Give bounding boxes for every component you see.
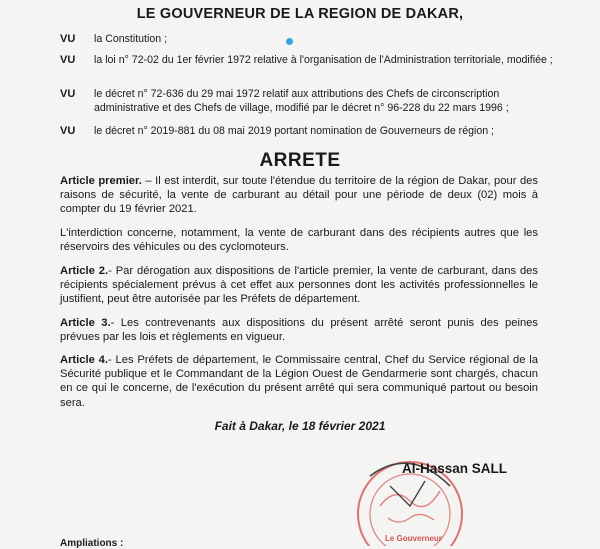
article-text: – Il est interdit, sur toute l'étendue du territoire de la région de Dakar, pour des raisons de sécurité, la vente de carburant au détail pour une période de deux (02) mois à compter du 19 février 2021. — [60, 175, 538, 216]
article-text: - Les contrevenants aux dispositions du présent arrêté seront punis des peines prévues par les lois et règlements en vigueur. — [60, 317, 538, 344]
article-lead: Article 4. — [60, 354, 108, 366]
article-lead: Article 3. — [60, 317, 111, 329]
place-date: Fait à Dakar, le 18 février 2021 — [214, 419, 386, 433]
visa-text: la Constitution ; — [94, 33, 168, 45]
visa-text: le décret n° 2019-881 du 08 mai 2019 portant nomination de Gouverneurs de région ; — [94, 125, 495, 137]
article-premier — [60, 174, 538, 217]
arrete-heading: ARRETE — [259, 150, 341, 171]
article-2 — [60, 264, 538, 307]
visa-loi — [60, 53, 560, 67]
visa-text: la loi n° 72-02 du 1er février 1972 relative à l'organisation de l'Administration territoriale, modifiée ; — [94, 54, 553, 66]
visa-decret-2019 — [60, 124, 560, 138]
visa-label: VU — [60, 33, 76, 45]
visa-constitution — [60, 32, 560, 46]
article-lead: Article 2. — [60, 265, 109, 277]
blue-dot-mark — [286, 38, 293, 45]
article-premier-paragraph-2 — [60, 226, 538, 254]
visa-label: VU — [60, 54, 76, 66]
article-text: L'interdiction concerne, notamment, la vente de carburant dans des récipients autres que les réservoirs des véhicules ou des cyclomoteurs. — [60, 227, 538, 254]
visa-decret-1972 — [60, 87, 560, 115]
document-header: LE GOUVERNEUR DE LA REGION DE DAKAR, — [136, 6, 464, 22]
article-lead: Article premier. — [60, 175, 142, 187]
visa-text: le décret n° 72-636 du 29 mai 1972 relatif aux attributions des Chefs de circonscription administrative et des Chefs de village, modifié par le décret n° 96-228 du 22 mars 1996 ; — [94, 88, 509, 114]
article-4 — [60, 353, 538, 410]
stamp-label: Le Gouverneur — [385, 534, 442, 543]
article-text: - Par dérogation aux dispositions de l'article premier, la vente de carburant, dans des récipients spécialement prévus à cet effet aux personnes dont les activités professionnelles le justifient, peut être autorisée par les Préfets de département. — [60, 265, 538, 306]
article-3 — [60, 316, 538, 344]
visa-label: VU — [60, 88, 76, 100]
visa-label: VU — [60, 125, 76, 137]
article-text: - Les Préfets de département, le Commissaire central, Chef du Service régional de la Sécurité publique et le Commandant de la Légion Ouest de Gendarmerie sont chargés, chacun en ce qui le concerne, de l'exécution du présent arrêté qui sera communiqué partout ou besoin sera. — [60, 354, 539, 409]
ampliations-label: Ampliations : — [60, 538, 124, 549]
signatory-name: Al-Hassan SALL — [402, 461, 508, 476]
